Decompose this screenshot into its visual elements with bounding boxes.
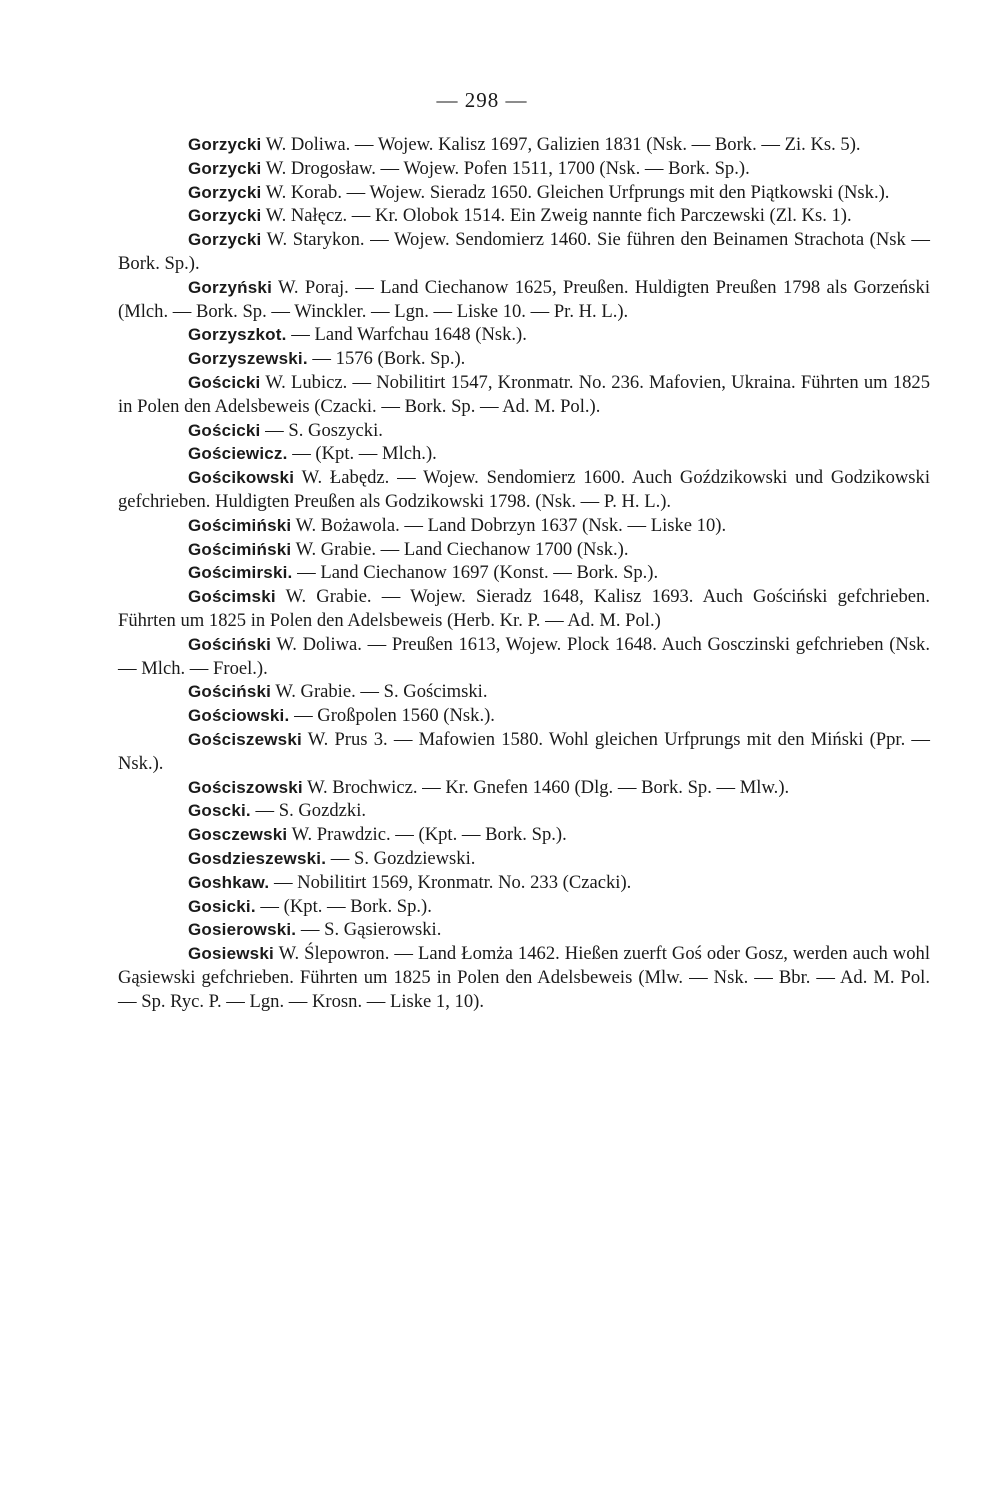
entry — [118, 704, 930, 728]
entry-surname: Gościński — [188, 634, 272, 654]
entry-surname: Gorzyszewski. — [188, 349, 308, 369]
entry-text: W. Starykon. — Wojew. Sendomierz 1460. Sie führen den Beinamen Strachota (Nsk — Bork. Sp.). — [118, 229, 930, 274]
entry-surname: Gościmski — [188, 587, 276, 607]
entry — [118, 776, 930, 800]
entry-text: W. Prawdzic. — (Kpt. — Bork. Sp.). — [291, 824, 567, 846]
entry-surname: Gościszewski — [188, 729, 302, 749]
entry — [118, 871, 930, 895]
entry — [118, 918, 930, 942]
entry-text: W. Korab. — Wojew. Sieradz 1650. Gleichen Urfprungs mit den Piątkowski (Nsk.). — [265, 181, 890, 203]
entry-surname: Gorzycki — [188, 206, 262, 226]
entry — [118, 419, 930, 443]
entry-text: W. Łabędz. — Wojew. Sendomierz 1600. Auch Goździkowski und Godzikowski gefchrieben. Huldigten Preußen als Godzikowski 1798. (Nsk. — P. H. L.). — [118, 467, 931, 512]
entry-surname: Gorzyński — [188, 277, 272, 297]
entry-surname: Gosiewski — [188, 944, 274, 964]
entry-surname: Gorzycki — [188, 158, 262, 178]
entry — [118, 442, 930, 466]
entry-surname: Gosicki. — [188, 896, 256, 916]
entry-surname: Gościewicz. — [188, 444, 288, 464]
entry-surname: Gościcki — [188, 420, 261, 440]
entry — [118, 633, 930, 681]
entry — [118, 895, 930, 919]
entry — [118, 942, 930, 1013]
entry — [118, 323, 930, 347]
entry-text: — Land Warfchau 1648 (Nsk.). — [291, 324, 527, 346]
entry-surname: Gościowski. — [188, 706, 290, 726]
entry-text: W. Drogosław. — Wojew. Pofen 1511, 1700 (Nsk. — Bork. Sp.). — [265, 157, 750, 179]
entry — [118, 157, 930, 181]
entry-text: — Nobilitirt 1569, Kronmatr. No. 233 (Czacki). — [273, 871, 632, 893]
entry-surname: Gościcki — [188, 372, 261, 392]
entry-text: — S. Gozdzki. — [255, 800, 367, 822]
entry-surname: Gościński — [188, 682, 272, 702]
entry-text: W. Grabie. — S. Gościmski. — [275, 681, 488, 703]
entry-text: — Großpolen 1560 (Nsk.). — [294, 705, 495, 727]
entry-text: W. Prus 3. — Mafowien 1580. Wohl gleichen Urfprungs mit den Miński (Ppr. — Nsk.). — [118, 728, 931, 774]
entry-text: — (Kpt. — Mlch.). — [292, 443, 437, 465]
entry-surname: Gościszowski — [188, 777, 303, 797]
entry-list — [118, 133, 930, 1013]
entry-surname: Gorzycki — [188, 230, 262, 250]
entry-text: W. Grabie. — Wojew. Sieradz 1648, Kalisz 1693. Auch Gościński gefchrieben. Führten um 1825 in Polen den Adelsbeweis (Herb. Kr. P. — Ad. M. Pol.) — [118, 586, 930, 631]
entry-text: — Land Ciechanow 1697 (Konst. — Bork. Sp.). — [297, 562, 659, 584]
entry — [118, 847, 930, 871]
entry-text: W. Brochwicz. — Kr. Gnefen 1460 (Dlg. — Bork. Sp. — Mlw.). — [307, 776, 790, 798]
entry — [118, 585, 930, 633]
entry — [118, 561, 930, 585]
entry-surname: Gosdzieszewski. — [188, 848, 327, 868]
entry-text: W. Doliwa. — Wojew. Kalisz 1697, Galizien 1831 (Nsk. — Bork. — Zi. Ks. 5). — [265, 134, 861, 155]
entry-surname: Gorzyszkot. — [188, 325, 287, 345]
entry-surname: Gorzycki — [188, 135, 262, 154]
document-page — [118, 88, 930, 1013]
entry — [118, 133, 930, 157]
entry-text: W. Poraj. — Land Ciechanow 1625, Preußen. Huldigten Preußen 1798 als Gorzeński (Mlch. — Bork. Sp. — Winckler. — Lgn. — Liske 10. — Pr. H. L.). — [118, 276, 930, 322]
entry-surname: Gorzycki — [188, 182, 262, 202]
entry-text: W. Bożawola. — Land Dobrzyn 1637 (Nsk. — Liske 10). — [295, 514, 727, 536]
entry — [118, 799, 930, 823]
entry — [118, 514, 930, 538]
entry-text: — S. Gąsierowski. — [300, 919, 442, 941]
entry-text: W. Ślepowron. — Land Łomża 1462. Hießen zuerft Goś oder Gosz, werden auch wohl Gąsiewski gefchrieben. Führten um 1825 in Polen den Adelsbeweis (Mlw. — Nsk. — Bbr. — Ad. M. Pol. — Sp. Ryc. P. — Lgn. — Krosn. — Liske 1, 10). — [118, 943, 930, 1012]
entry-surname: Gościkowski — [188, 468, 295, 488]
entry-surname: Gościmiński — [188, 515, 292, 535]
entry-text: — 1576 (Bork. Sp.). — [312, 348, 466, 370]
entry — [118, 181, 930, 205]
page-number: — 298 — — [436, 88, 528, 112]
entry — [118, 371, 930, 419]
entry — [118, 347, 930, 371]
entry-text: W. Nałęcz. — Kr. Olobok 1514. Ein Zweig nannte fich Parczewski (Zl. Ks. 1). — [265, 205, 852, 227]
entry — [118, 680, 930, 704]
entry-surname: Gościmiński — [188, 539, 292, 559]
entry — [118, 823, 930, 847]
entry-text: — (Kpt. — Bork. Sp.). — [260, 895, 432, 917]
entry-text: W. Lubicz. — Nobilitirt 1547, Kronmatr. No. 236. Mafovien, Ukraina. Führten um 1825 in Polen den Adelsbeweis (Czacki. — Bork. Sp. — Ad. M. Pol.). — [118, 371, 931, 417]
entry — [118, 276, 930, 324]
entry-text: — S. Goszycki. — [265, 419, 383, 441]
entry-text: W. Doliwa. — Preußen 1613, Wojew. Plock 1648. Auch Gosczinski gefchrieben (Nsk. — Mlch. — Froel.). — [118, 633, 930, 679]
entry — [118, 538, 930, 562]
entry-surname: Gościmirski. — [188, 563, 293, 583]
entry-text: W. Grabie. — Land Ciechanow 1700 (Nsk.). — [295, 538, 629, 560]
entry — [118, 728, 930, 776]
entry-surname: Gosierowski. — [188, 920, 297, 940]
entry-text: — S. Gozdziewski. — [330, 847, 476, 869]
entry-surname: Gosczewski — [188, 825, 288, 845]
entry — [118, 466, 930, 514]
entry-surname: Goshkaw. — [188, 872, 270, 892]
entry — [118, 204, 930, 228]
entry-surname: Goscki. — [188, 801, 251, 821]
entry — [118, 228, 930, 276]
